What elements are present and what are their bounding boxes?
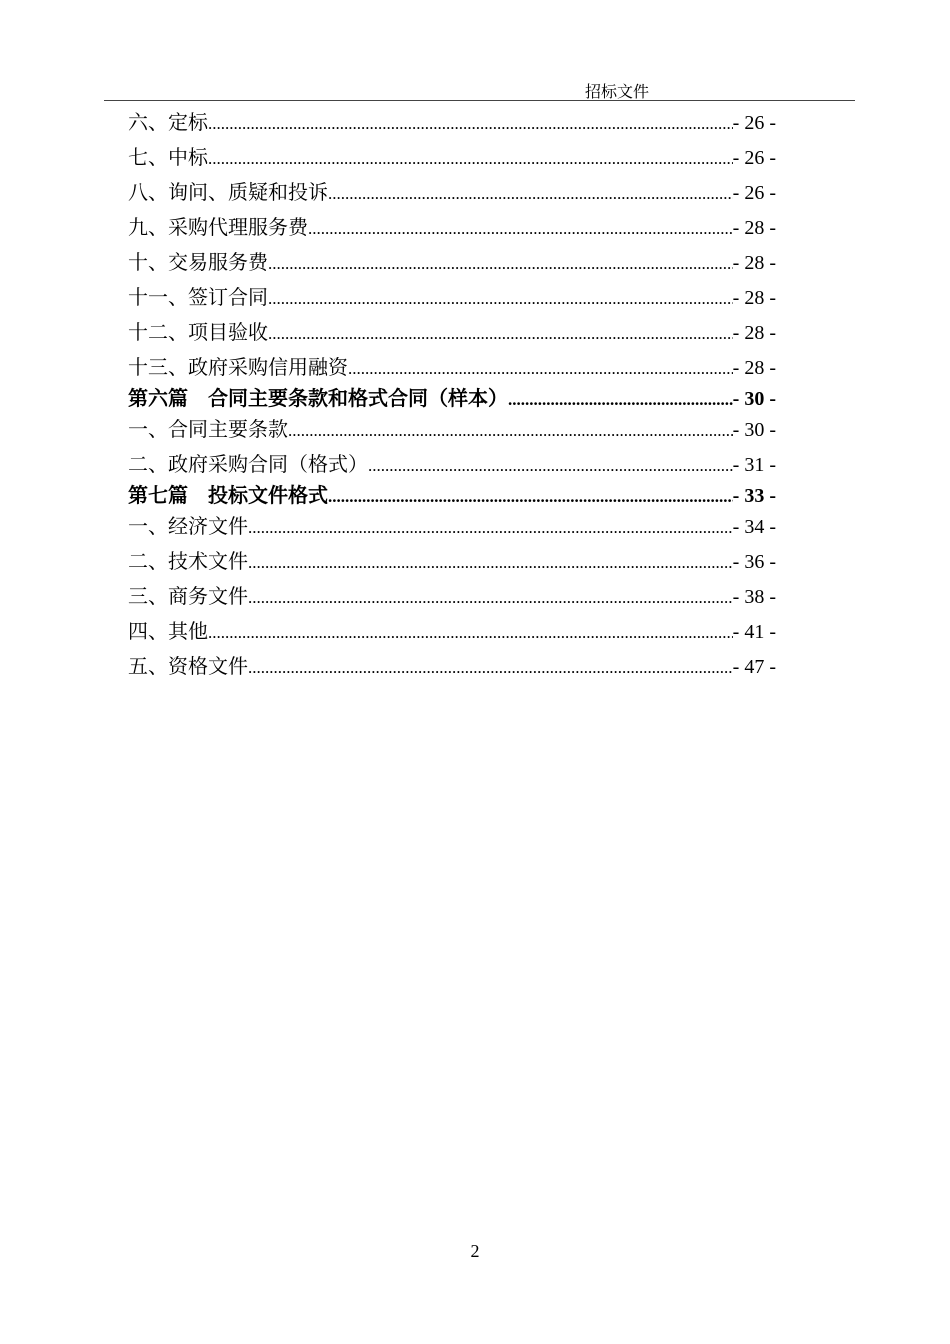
toc-entry-label: 十二、项目验收: [128, 320, 268, 344]
toc-entry-label: 八、询问、质疑和投诉: [128, 180, 328, 204]
header-rule: [104, 100, 855, 101]
toc-entry-page: - 26 -: [732, 147, 776, 169]
toc-entry[interactable]: [128, 140, 776, 175]
toc-entry-page: - 31 -: [732, 454, 776, 476]
toc-dot-leader: [248, 545, 733, 580]
table-of-contents: [128, 105, 776, 684]
toc-entry-page: - 34 -: [732, 516, 776, 538]
toc-entry-page: - 30 -: [732, 388, 776, 410]
toc-dot-leader: [248, 580, 733, 615]
toc-entry-page: - 47 -: [732, 656, 776, 678]
toc-dot-leader: [268, 281, 733, 316]
toc-dot-leader: [248, 650, 733, 685]
toc-entry-label: 二、技术文件: [128, 549, 248, 573]
toc-dot-leader: [328, 176, 733, 211]
toc-entry[interactable]: [128, 509, 776, 544]
toc-part-entry[interactable]: [128, 482, 776, 509]
toc-entry[interactable]: [128, 210, 776, 245]
toc-entry-label: 一、经济文件: [128, 514, 248, 538]
toc-entry[interactable]: [128, 614, 776, 649]
toc-dot-leader: [288, 413, 733, 448]
toc-entry-page: - 28 -: [732, 322, 776, 344]
toc-dot-leader: [348, 351, 733, 386]
toc-entry-page: - 36 -: [732, 551, 776, 573]
toc-entry-page: - 26 -: [732, 112, 776, 134]
toc-entry-page: - 28 -: [732, 252, 776, 274]
toc-entry[interactable]: [128, 447, 776, 482]
toc-dot-leader: [268, 246, 733, 281]
toc-entry-label: 一、合同主要条款: [128, 417, 288, 441]
toc-entry-label: 九、采购代理服务费: [128, 215, 308, 239]
toc-entry-page: - 30 -: [732, 419, 776, 441]
page-number: 2: [470, 1241, 480, 1261]
toc-entry-label: 五、资格文件: [128, 654, 248, 678]
toc-entry-label: 三、商务文件: [128, 584, 248, 608]
toc-entry[interactable]: [128, 579, 776, 614]
toc-entry[interactable]: [128, 649, 776, 684]
toc-entry[interactable]: [128, 245, 776, 280]
toc-entry-label: 十、交易服务费: [128, 250, 268, 274]
toc-entry-label: 十三、政府采购信用融资: [128, 355, 348, 379]
toc-entry[interactable]: [128, 280, 776, 315]
toc-entry[interactable]: [128, 175, 776, 210]
toc-dot-leader: [508, 386, 733, 413]
toc-dot-leader: [208, 615, 733, 650]
toc-entry-label: 七、中标: [128, 145, 208, 169]
toc-entry-page: - 38 -: [732, 586, 776, 608]
toc-entry-label: 第七篇 投标文件格式: [128, 483, 328, 507]
toc-entry-page: - 28 -: [732, 217, 776, 239]
toc-entry-page: - 26 -: [732, 182, 776, 204]
toc-entry-label: 十一、签订合同: [128, 285, 268, 309]
toc-entry[interactable]: [128, 412, 776, 447]
toc-dot-leader: [268, 316, 733, 351]
toc-entry-page: - 41 -: [732, 621, 776, 643]
toc-entry-label: 四、其他: [128, 619, 208, 643]
toc-entry[interactable]: [128, 315, 776, 350]
toc-entry-label: 二、政府采购合同（格式）: [128, 452, 368, 476]
toc-entry[interactable]: [128, 105, 776, 140]
toc-entry[interactable]: [128, 350, 776, 385]
toc-dot-leader: [328, 483, 733, 510]
toc-entry-label: 六、定标: [128, 110, 208, 134]
toc-entry[interactable]: [128, 544, 776, 579]
header-title: 招标文件: [585, 82, 650, 101]
toc-dot-leader: [308, 211, 733, 246]
toc-entry-page: - 28 -: [732, 287, 776, 309]
toc-dot-leader: [248, 510, 733, 545]
toc-part-entry[interactable]: [128, 385, 776, 412]
toc-entry-page: - 33 -: [732, 485, 776, 507]
toc-dot-leader: [368, 448, 733, 483]
toc-entry-label: 第六篇 合同主要条款和格式合同（样本）: [128, 386, 508, 410]
toc-entry-page: - 28 -: [732, 357, 776, 379]
toc-dot-leader: [208, 141, 733, 176]
toc-dot-leader: [208, 106, 733, 141]
